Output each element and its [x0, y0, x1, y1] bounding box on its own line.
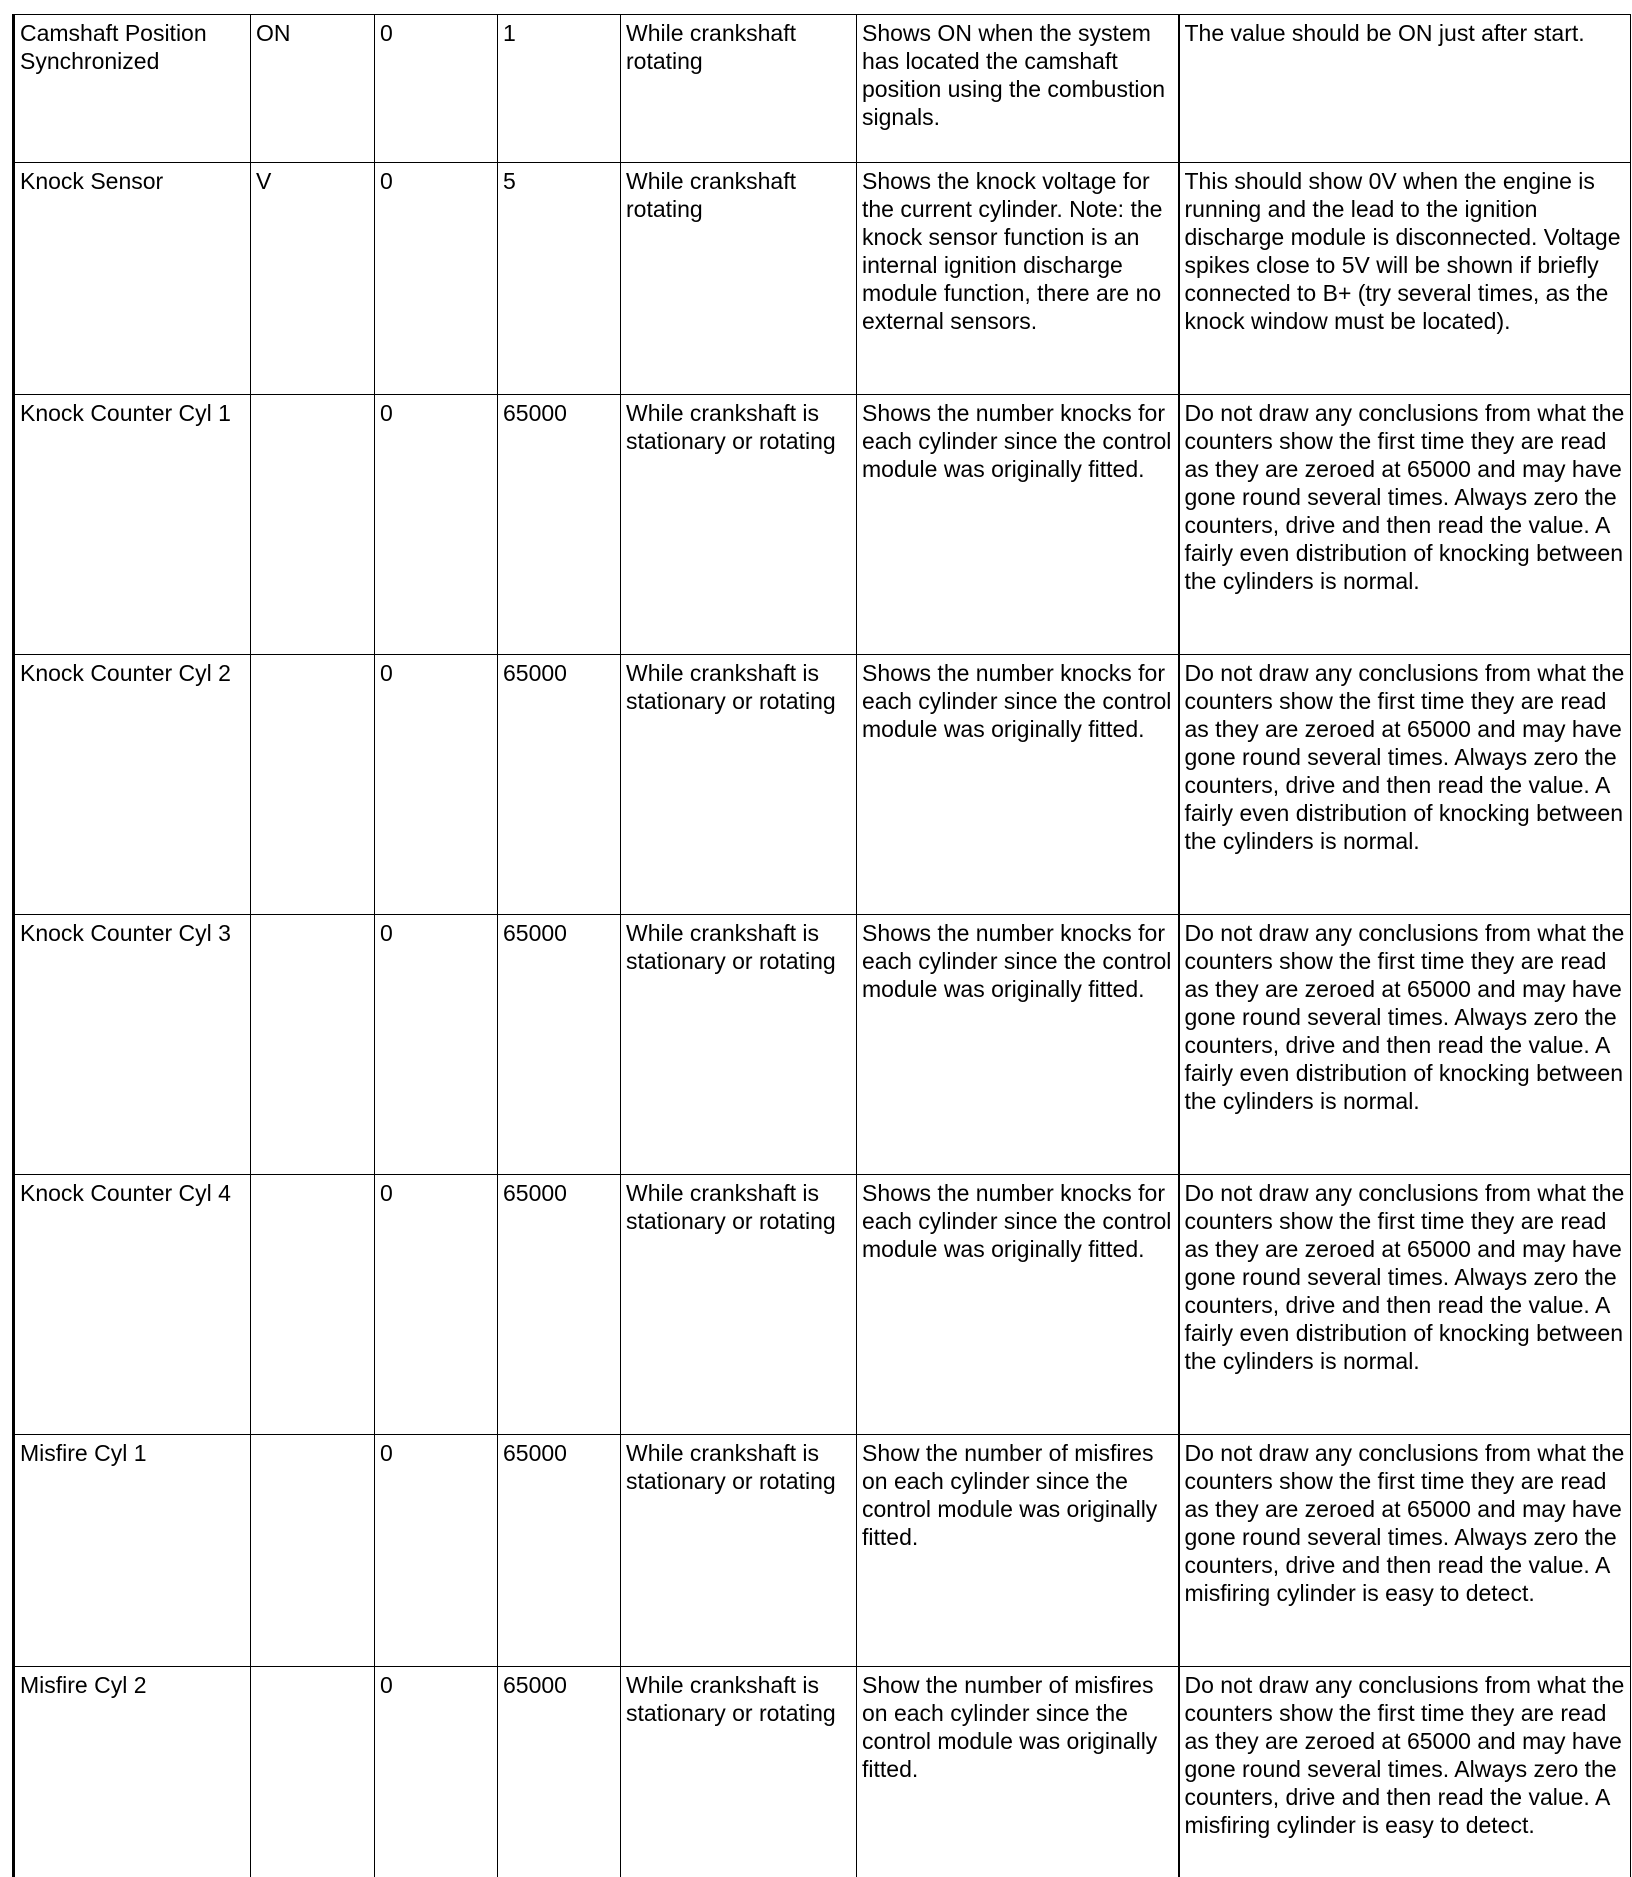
max-cell: [498, 395, 621, 655]
notes-cell: [1179, 395, 1631, 655]
parameter-cell: [14, 915, 251, 1175]
description-cell: [857, 1435, 1179, 1667]
max-cell: [498, 655, 621, 915]
table-row: [14, 655, 1631, 915]
condition-text: While crankshaft is stationary or rotating: [626, 660, 836, 714]
description-text: Shows the number knocks for each cylinder since the control module was originally fitted.: [862, 920, 1172, 1002]
max-value: 65000: [503, 660, 567, 686]
condition-text: While crankshaft rotating: [626, 20, 797, 74]
condition-cell: [621, 1667, 857, 1877]
min-value: 0: [380, 20, 393, 46]
parameter-cell: [14, 1667, 251, 1877]
table-row: [14, 163, 1631, 395]
min-cell: [375, 15, 498, 163]
notes-cell: [1179, 915, 1631, 1175]
description-cell: [857, 395, 1179, 655]
unit-cell: [251, 395, 375, 655]
condition-cell: [621, 915, 857, 1175]
max-cell: [498, 15, 621, 163]
parameter-cell: [14, 15, 251, 163]
table-row: [14, 915, 1631, 1175]
description-cell: [857, 1175, 1179, 1435]
max-cell: [498, 1435, 621, 1667]
max-value: 65000: [503, 1440, 567, 1466]
parameter-table: [12, 14, 1631, 1877]
table-row: [14, 1667, 1631, 1877]
condition-text: While crankshaft is stationary or rotating: [626, 400, 836, 454]
unit-cell: [251, 655, 375, 915]
unit-cell: [251, 1175, 375, 1435]
min-value: 0: [380, 1672, 393, 1698]
condition-text: While crankshaft is stationary or rotating: [626, 1180, 836, 1234]
condition-text: While crankshaft is stationary or rotating: [626, 1440, 836, 1494]
description-text: Shows ON when the system has located the camshaft position using the combustion signals.: [862, 20, 1166, 130]
notes-cell: [1179, 1175, 1631, 1435]
max-value: 5: [503, 168, 516, 194]
max-value: 65000: [503, 1180, 567, 1206]
notes-text: The value should be ON just after start.: [1184, 20, 1585, 46]
description-cell: [857, 655, 1179, 915]
condition-cell: [621, 163, 857, 395]
parameter-name: Knock Counter Cyl 1: [20, 400, 231, 426]
condition-cell: [621, 395, 857, 655]
parameter-name: Knock Counter Cyl 2: [20, 660, 231, 686]
max-cell: [498, 1175, 621, 1435]
min-cell: [375, 655, 498, 915]
condition-text: While crankshaft is stationary or rotating: [626, 920, 836, 974]
min-cell: [375, 163, 498, 395]
parameter-cell: [14, 1175, 251, 1435]
parameter-cell: [14, 163, 251, 395]
description-text: Shows the knock voltage for the current cylinder. Note: the knock sensor function is an internal ignition discharge module function, there are no external sensors.: [862, 168, 1163, 334]
unit-cell: [251, 915, 375, 1175]
notes-text: Do not draw any conclusions from what the counters show the first time they are read as they are zeroed at 65000 and may have gone round several times. Always zero the counters, drive and then read the value. A fairly even distribution of knocking between the cylinders is normal.: [1184, 400, 1625, 594]
min-value: 0: [380, 1180, 393, 1206]
notes-cell: [1179, 1667, 1631, 1877]
max-cell: [498, 915, 621, 1175]
unit-cell: [251, 1667, 375, 1877]
min-value: 0: [380, 168, 393, 194]
max-value: 65000: [503, 400, 567, 426]
min-value: 0: [380, 400, 393, 426]
max-value: 65000: [503, 920, 567, 946]
description-cell: [857, 915, 1179, 1175]
min-cell: [375, 1435, 498, 1667]
notes-cell: [1179, 655, 1631, 915]
notes-cell: [1179, 163, 1631, 395]
parameter-name: Misfire Cyl 2: [20, 1672, 147, 1698]
condition-text: While crankshaft rotating: [626, 168, 797, 222]
notes-cell: [1179, 15, 1631, 163]
min-cell: [375, 915, 498, 1175]
max-value: 1: [503, 20, 516, 46]
condition-cell: [621, 655, 857, 915]
unit-cell: [251, 163, 375, 395]
unit-value: V: [256, 168, 272, 194]
notes-text: Do not draw any conclusions from what the counters show the first time they are read as they are zeroed at 65000 and may have gone round several times. Always zero the counters, drive and then read the value. A fairly even distribution of knocking between the cylinders is normal.: [1184, 920, 1625, 1114]
table-row: [14, 15, 1631, 163]
description-text: Shows the number knocks for each cylinder since the control module was originally fitted.: [862, 1180, 1172, 1262]
description-cell: [857, 163, 1179, 395]
table-row: [14, 1435, 1631, 1667]
condition-cell: [621, 1175, 857, 1435]
notes-text: Do not draw any conclusions from what the counters show the first time they are read as they are zeroed at 65000 and may have gone round several times. Always zero the counters, drive and then read the value. A misfiring cylinder is easy to detect.: [1184, 1672, 1625, 1838]
condition-text: While crankshaft is stationary or rotating: [626, 1672, 836, 1726]
unit-value: ON: [256, 20, 291, 46]
min-cell: [375, 1175, 498, 1435]
max-cell: [498, 163, 621, 395]
min-value: 0: [380, 660, 393, 686]
max-cell: [498, 1667, 621, 1877]
parameter-name: Knock Counter Cyl 3: [20, 920, 231, 946]
notes-text: This should show 0V when the engine is running and the lead to the ignition discharge module is disconnected. Voltage spikes close to 5V will be shown if briefly connected to B+ (try several times, as the knock window must be located).: [1184, 168, 1621, 334]
notes-text: Do not draw any conclusions from what the counters show the first time they are read as they are zeroed at 65000 and may have gone round several times. Always zero the counters, drive and then read the value. A misfiring cylinder is easy to detect.: [1184, 1440, 1625, 1606]
min-value: 0: [380, 920, 393, 946]
parameter-cell: [14, 395, 251, 655]
condition-cell: [621, 15, 857, 163]
min-value: 0: [380, 1440, 393, 1466]
unit-cell: [251, 15, 375, 163]
description-cell: [857, 1667, 1179, 1877]
description-cell: [857, 15, 1179, 163]
parameter-cell: [14, 655, 251, 915]
description-text: Show the number of misfires on each cylinder since the control module was originally fitted.: [862, 1672, 1158, 1782]
notes-cell: [1179, 1435, 1631, 1667]
description-text: Shows the number knocks for each cylinder since the control module was originally fitted.: [862, 400, 1172, 482]
notes-text: Do not draw any conclusions from what the counters show the first time they are read as they are zeroed at 65000 and may have gone round several times. Always zero the counters, drive and then read the value. A fairly even distribution of knocking between the cylinders is normal.: [1184, 1180, 1625, 1374]
table-row: [14, 1175, 1631, 1435]
max-value: 65000: [503, 1672, 567, 1698]
condition-cell: [621, 1435, 857, 1667]
description-text: Show the number of misfires on each cylinder since the control module was originally fitted.: [862, 1440, 1158, 1550]
notes-text: Do not draw any conclusions from what the counters show the first time they are read as they are zeroed at 65000 and may have gone round several times. Always zero the counters, drive and then read the value. A fairly even distribution of knocking between the cylinders is normal.: [1184, 660, 1625, 854]
table-row: [14, 395, 1631, 655]
min-cell: [375, 395, 498, 655]
parameter-name: Knock Sensor: [20, 168, 164, 194]
parameter-name: Knock Counter Cyl 4: [20, 1180, 231, 1206]
min-cell: [375, 1667, 498, 1877]
unit-cell: [251, 1435, 375, 1667]
parameter-name: Camshaft Position Synchronized: [20, 20, 207, 74]
parameter-name: Misfire Cyl 1: [20, 1440, 147, 1466]
parameter-cell: [14, 1435, 251, 1667]
description-text: Shows the number knocks for each cylinder since the control module was originally fitted.: [862, 660, 1172, 742]
